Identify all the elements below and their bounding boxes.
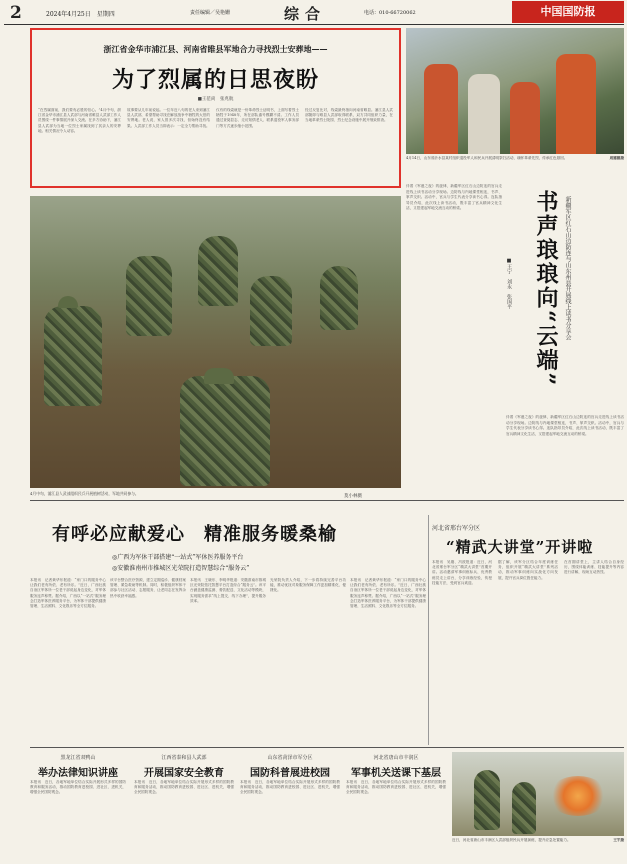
lead-column: 故事要从几年前说起。一位年近八旬的老人来到浦江县人武部，希望帮助寻找在解放战争中牺牲的大伯的安葬地。老人说，家人曾多次寻找，但始终没有结果。人武部工作人员当即表示：一定全力帮助寻找。 xyxy=(127,108,210,128)
section-left-column: 该平台整合医疗资源，建立定期巡诊、健康档案管理、紧急救助等机制。同时，积极组织军休干部参与社区活动、志愿服务，让老同志在发挥余热中收获幸福感。 xyxy=(110,578,186,598)
bottom-region: 河北省唐山市丰润区 xyxy=(373,755,419,761)
bottom-body: 本报讯 近日，各地军地单位结合实际开展形式多样的国防教育和服务活动，推动国防教育进校园、进社区、进机关，增强全民国防观念。 xyxy=(30,780,126,795)
section-right-column: 本报讯 吴刚、冯波报道：近日，河北省邢台军分区“精武大讲堂”首期开讲。活动邀请军事训练标兵、优秀教练员走上讲台，分享训练经验，传授技能方法，受到官兵欢迎。 xyxy=(432,560,492,585)
soldier-figure xyxy=(474,770,500,830)
section-left-headline: 有呼必应献爱心 精准服务暖桑榆 xyxy=(52,524,337,545)
book-subtitle: 新疆军区红石山边防连与山东州县开展线上读书分享会 xyxy=(564,196,571,340)
phone: 电话：010-66720062 xyxy=(364,10,416,16)
lead-byline: ■王范尚 张兆航 xyxy=(197,97,234,102)
bottom-body: 本报讯 近日，各地军地单位结合实际开展形式多样的国防教育和服务活动，推动国防教育进校园、进社区、进机关，增强全民国防观念。 xyxy=(240,780,340,795)
caption-text: 近日，河北省唐山市丰润区人武部组织民兵开展演练，提升应急处置能力。 xyxy=(452,838,571,842)
editor: 责任编辑／吴艳姗 xyxy=(190,10,231,16)
bottom-headline: 国防科普展进校园 xyxy=(250,768,330,779)
bottom-region: 山东省菏泽市军分区 xyxy=(267,755,313,761)
lead-column: “在烈属面前，我们要有必胜的信心。”4月中旬，浙江省金华市浦江县人武部与河南省睢县人武部工作人员围绕一件事情展开深入交流。在多方协助下，浦江县人武部为当地一位烈士家属找到了其亲人的安葬地。相关情况令人动容。 xyxy=(38,108,121,133)
photo-figure xyxy=(510,82,540,154)
section-left-column: 本报讯 王晓东、李明华报道：安徽淮南市推城区光荣院依托智慧平台打造综合“服务云”。该平台涵盖健康监测、餐饮配送、文化活动等模块，实现服务需求“线上提交、线下办理”，提升服务效率。 xyxy=(190,578,266,603)
section-left-sub: ◎安徽淮南州市推城区光荣院打造智慧综合“服务云” xyxy=(112,565,250,572)
soldier-figure xyxy=(250,276,292,346)
top-right-photo xyxy=(406,28,624,154)
top-photo-caption xyxy=(406,156,624,176)
issue-date: 2024年4月25日 星期四 xyxy=(46,11,115,18)
book-article-body: 伴着《军港之夜》的旋律，新疆军区红石山边防连的官兵走进线上读书活动分享现场。边防线与内地课堂相连，书声、掌声交织。活动中，官兵与学生代表分享读书心得。连队指导员介绍，此次线上读书活动，既丰富了官兵精神文化生活，又搭建起军地交流互动的桥梁。 xyxy=(406,184,502,211)
section-left-column: 光荣院负责人介绍，下一步将持续完善平台功能，推动优抚对象服务保障工作更加精准化、便捷化。 xyxy=(270,578,346,593)
column-divider xyxy=(428,515,429,745)
helmet xyxy=(58,296,78,308)
photo-credit: 王宇摄 xyxy=(613,838,624,842)
section-left-column: 本报讯 记者黄华东报道：“家门口的服务中心让我们老有所依、老有所乐。”近日，广西壮族自治区军休所一位老干部说起身边变化，对军休服务连声称赞。据介绍，广西以“一站式”服务理念打造军休医养服务平台，为军休干部提供健康管理、生活照料、文化娱乐等全方位服务。 xyxy=(350,578,426,609)
bottom-headline: 举办法律知识讲座 xyxy=(38,768,118,779)
bottom-photo-caption xyxy=(452,838,624,860)
main-photo xyxy=(30,196,401,488)
section-name: 综合 xyxy=(284,5,327,23)
lead-column: 经过反复比对，线索最终指向河南省睢县。浦江县人武部随即与睢县人武部取得联系，双方共同组织力量，在当地革命烈士陵园、烈士纪念设施中展开细致排查。 xyxy=(305,108,393,123)
header-rule xyxy=(4,24,624,25)
section-right-region: 河北省邢台军分区 xyxy=(432,525,481,532)
book-article-body: 伴着《军港之夜》的旋律，新疆军区红石山边防连的官兵走进线上读书活动分享现场。边防线与内地课堂相连，书声、掌声交织。活动中，官兵与学生代表分享读书心得。连队指导员介绍，此次线上读书活动，既丰富了官兵精神文化生活，又搭建起军地交流互动的桥梁。 xyxy=(506,415,624,436)
soldier-figure xyxy=(320,266,358,330)
helmet xyxy=(204,368,234,384)
page-number: 2 xyxy=(10,3,22,23)
section-right-headline: “精武大讲堂”开讲啦 xyxy=(446,538,594,556)
caption-text: 4月14日，山东省沂水县某村组织退役军人和民兵开展清明祭扫活动，缅怀革命先烈，传承红色基因。 xyxy=(406,156,568,160)
section-divider xyxy=(30,500,624,501)
bottom-headline: 开展国家安全教育 xyxy=(144,768,224,779)
bottom-body: 本报讯 近日，各地军地单位结合实际开展形式多样的国防教育和服务活动，推动国防教育进校园、进社区、进机关，增强全民国防观念。 xyxy=(346,780,446,795)
lead-headline: 为了烈属的日思夜盼 xyxy=(111,67,319,93)
section-left-column: 本报讯 记者黄华东报道：“家门口的服务中心让我们老有所依、老有所乐。”近日，广西壮族自治区军休所一位老干部说起身边变化，对军休服务连声称赞。据介绍，广西以“一站式”服务理念打造军休医养服务平台，为军休干部提供健康管理、生活照料、文化娱乐等全方位服务。 xyxy=(30,578,106,609)
main-photo-caption: 4月中旬，浦江县人武部组织民兵开展植树活动，军地共同参与。 xyxy=(30,491,139,496)
photo-figure xyxy=(556,54,596,154)
bottom-photo xyxy=(452,752,624,836)
book-headline: 书声琅琅向“云端” xyxy=(533,190,559,388)
bottom-region: 江西省泰和县人武部 xyxy=(161,755,207,761)
section-left-sub: ◎广西为军休干部搭建“一站式”军休医养服务平台 xyxy=(112,554,244,561)
soldier-figure xyxy=(180,376,270,486)
lead-article xyxy=(30,28,401,188)
soldier-figure xyxy=(198,236,238,306)
photo-figure xyxy=(468,74,500,154)
page-header xyxy=(0,0,627,26)
lead-kicker: 浙江省金华市浦江县、河南省睢县军地合力寻找烈士安葬地—— xyxy=(103,44,328,54)
book-byline: ■王宁 刘永 张国平 xyxy=(506,258,512,309)
section-divider xyxy=(30,747,624,748)
fire-extinguisher-spray xyxy=(548,776,608,816)
bottom-headline: 军事机关送课下基层 xyxy=(351,768,441,779)
soldier-figure xyxy=(512,782,536,834)
bottom-body: 本报讯 近日，各地军地单位结合实际开展形式多样的国防教育和服务活动，推动国防教育进校园、进社区、进机关，增强全民国防观念。 xyxy=(134,780,234,795)
photo-figure xyxy=(424,64,458,154)
section-right-column: 据了解，该军分区结合年度训练任务，组织开展“精武大讲堂”系列活动，推动军事训练向实战化方向发展，提升官兵岗位胜任能力。 xyxy=(498,560,558,580)
newspaper-logo: 中国国防报 xyxy=(512,1,624,23)
section-right-column: 在首期讲堂上，主讲人结合自身经历，围绕体能训练、技能提升等内容进行讲解，现场互动热烈。 xyxy=(564,560,624,575)
soldier-figure xyxy=(44,306,102,406)
lead-column: 仅有的线索就是一份革命烈士证明书，上面写着烈士牺牲于1948年，所在部队番号模糊不清。工作人员通过查阅县志、走访知情老人、联系退役军人事务部门等方式逐步缩小范围。 xyxy=(216,108,299,128)
bottom-region: 黑龙江省双鸭山 xyxy=(60,755,96,761)
main-photo-credit: 莫小林摄 xyxy=(344,494,362,499)
photo-credit: 周娜娜摄 xyxy=(609,156,624,160)
soldier-figure xyxy=(126,256,172,336)
